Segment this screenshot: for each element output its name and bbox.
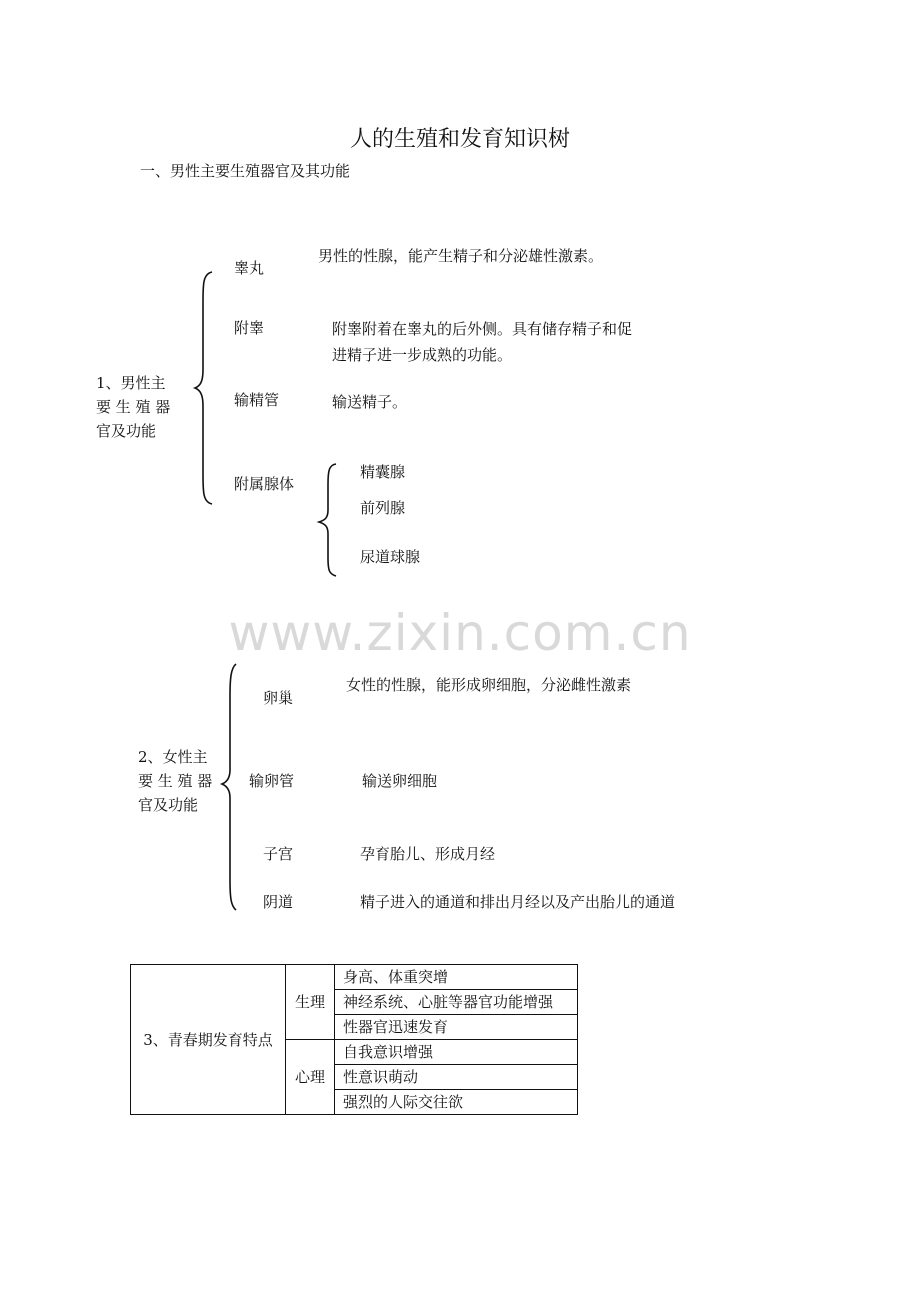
gland-prostate: 前列腺 — [360, 499, 406, 517]
organ-name-vas-deferens: 输精管 — [234, 391, 280, 409]
male-group-label — [96, 371, 170, 443]
organ-name-epididymis: 附睾 — [234, 319, 265, 337]
group-physiological: 生理 — [286, 965, 335, 1040]
table-cell-item: 身高、体重突增 — [335, 965, 578, 990]
female-group-label — [138, 745, 212, 817]
organ-desc-uterus: 孕育胎儿、形成月经 — [360, 845, 496, 863]
section-heading-male-organs: 一、男性主要生殖器官及其功能 — [140, 162, 351, 180]
gland-seminal-vesicle: 精囊腺 — [360, 463, 406, 481]
organ-name-uterus: 子宫 — [263, 845, 294, 863]
table-cell-item: 性意识萌动 — [335, 1065, 578, 1090]
gland-bulbourethral: 尿道球腺 — [360, 548, 421, 566]
female-label-line: 官及功能 — [138, 796, 199, 814]
organ-name-ovary: 卵巢 — [263, 689, 294, 707]
table-cell-item: 性器官迅速发育 — [335, 1015, 578, 1040]
group-psychological: 心理 — [286, 1040, 335, 1115]
accessory-glands-brace — [314, 462, 340, 578]
male-main-brace — [190, 270, 220, 506]
male-label-line: 官及功能 — [96, 422, 157, 440]
table-cell-item: 自我意识增强 — [335, 1040, 578, 1065]
table-row — [131, 965, 578, 990]
male-label-line: 1、男性主 — [96, 374, 166, 392]
organ-desc-testis: 男性的性腺，能产生精子和分泌雄性激素。 — [318, 247, 604, 265]
organ-desc-epididymis: 附睾附着在睾丸的后外侧。具有储存精子和促进精子进一步成熟的功能。 — [332, 320, 633, 364]
female-main-brace — [218, 662, 242, 912]
male-label-line: 要 生 殖 器 — [96, 398, 171, 416]
organ-name-oviduct: 输卵管 — [249, 772, 295, 790]
organ-name-testis: 睾丸 — [234, 259, 265, 277]
organ-desc-vas-deferens: 输送精子。 — [332, 393, 408, 411]
watermark: www.zixin.com.cn — [228, 604, 692, 662]
female-label-line: 2、女性主 — [138, 748, 208, 766]
puberty-category: 3、青春期发育特点 — [131, 965, 286, 1115]
organ-name-accessory-glands: 附属腺体 — [234, 475, 295, 493]
organ-name-vagina: 阴道 — [263, 893, 294, 911]
puberty-table — [130, 964, 578, 1115]
table-cell-item: 强烈的人际交往欲 — [335, 1090, 578, 1115]
organ-desc-ovary: 女性的性腺，能形成卵细胞，分泌雌性激素 — [346, 676, 632, 694]
organ-desc-vagina: 精子进入的通道和排出月经以及产出胎儿的通道 — [360, 893, 676, 911]
organ-desc-oviduct: 输送卵细胞 — [362, 772, 438, 790]
table-cell-item: 神经系统、心脏等器官功能增强 — [335, 990, 578, 1015]
page-title: 人的生殖和发育知识树 — [349, 127, 570, 152]
female-label-line: 要 生 殖 器 — [138, 772, 213, 790]
